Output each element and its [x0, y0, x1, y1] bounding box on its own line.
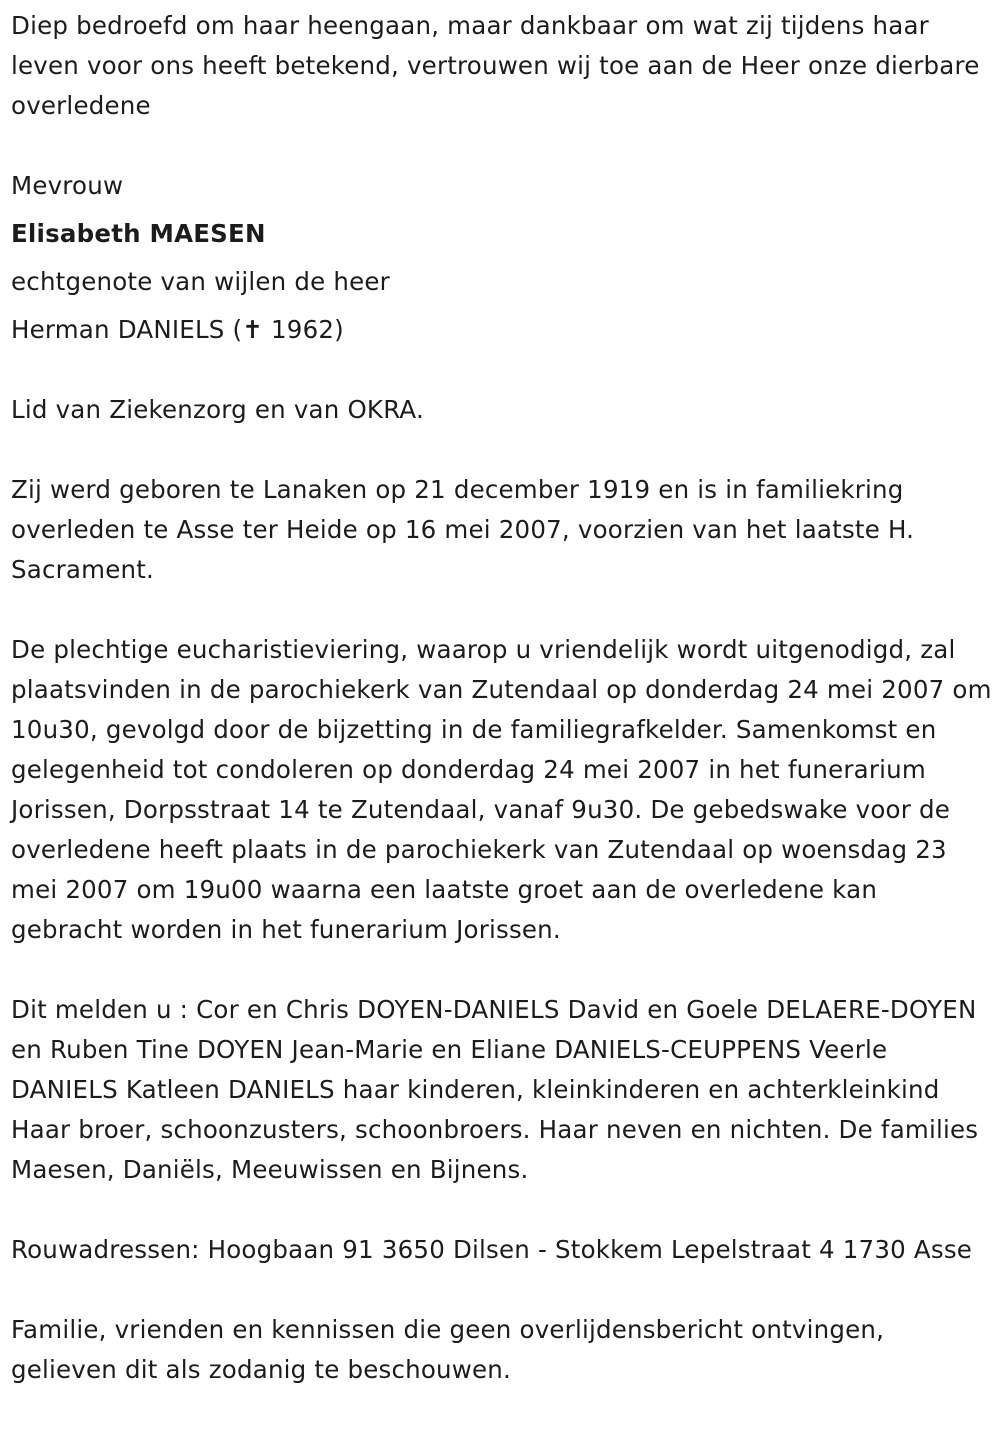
family-paragraph: Dit melden u : Cor en Chris DOYEN-DANIELS David en Goele DELAERE-DOYEN en Ruben Tine DOYEN Jean-Marie en Eliane DANIELS-CEUPPENS Veerle DANIELS Katleen DANIELS haar kinderen, kleinkinderen en achterkleinkind Haar broer, schoonzusters, schoonbroers. Haar neven en nichten. De families Maesen, Daniëls, Meeuwissen en Bijnens. — [11, 995, 979, 1184]
membership-paragraph: Lid van Ziekenzorg en van OKRA. — [11, 395, 424, 424]
intro-paragraph: Diep bedroefd om haar heengaan, maar dankbaar om wat zij tijdens haar leven voor ons heeft betekend, vertrouwen wij toe aan de Heer onze dierbare overledene — [11, 11, 980, 120]
salutation: Mevrouw — [11, 171, 124, 200]
spouse-line-1: echtgenote van wijlen de heer — [11, 267, 390, 296]
closing-paragraph: Familie, vrienden en kennissen die geen overlijdensbericht ontvingen, gelieven dit als zodanig te beschouwen. — [11, 1315, 885, 1384]
spouse-line-2: Herman DANIELS (✝ 1962) — [11, 315, 344, 344]
obituary-notice — [11, 6, 993, 1390]
ceremony-paragraph: De plechtige eucharistieviering, waarop u vriendelijk wordt uitgenodigd, zal plaatsvinden in de parochiekerk van Zutendaal op donderdag 24 mei 2007 om 10u30, gevolgd door de bijzetting in de familiegrafkelder. Samenkomst en gelegenheid tot condoleren op donderdag 24 mei 2007 in het funerarium Jorissen, Dorpsstraat 14 te Zutendaal, vanaf 9u30. De gebedswake voor de overledene heeft plaats in de parochiekerk van Zutendaal op woensdag 23 mei 2007 om 19u00 waarna een laatste groet aan de overledene kan gebracht worden in het funerarium Jorissen. — [11, 635, 992, 944]
addresses-paragraph: Rouwadressen: Hoogbaan 91 3650 Dilsen - Stokkem Lepelstraat 4 1730 Asse — [11, 1235, 973, 1264]
deceased-name: Elisabeth MAESEN — [11, 219, 266, 248]
birth-death-paragraph: Zij werd geboren te Lanaken op 21 december 1919 en is in familiekring overleden te Asse ter Heide op 16 mei 2007, voorzien van het laatste H. Sacrament. — [11, 475, 915, 584]
